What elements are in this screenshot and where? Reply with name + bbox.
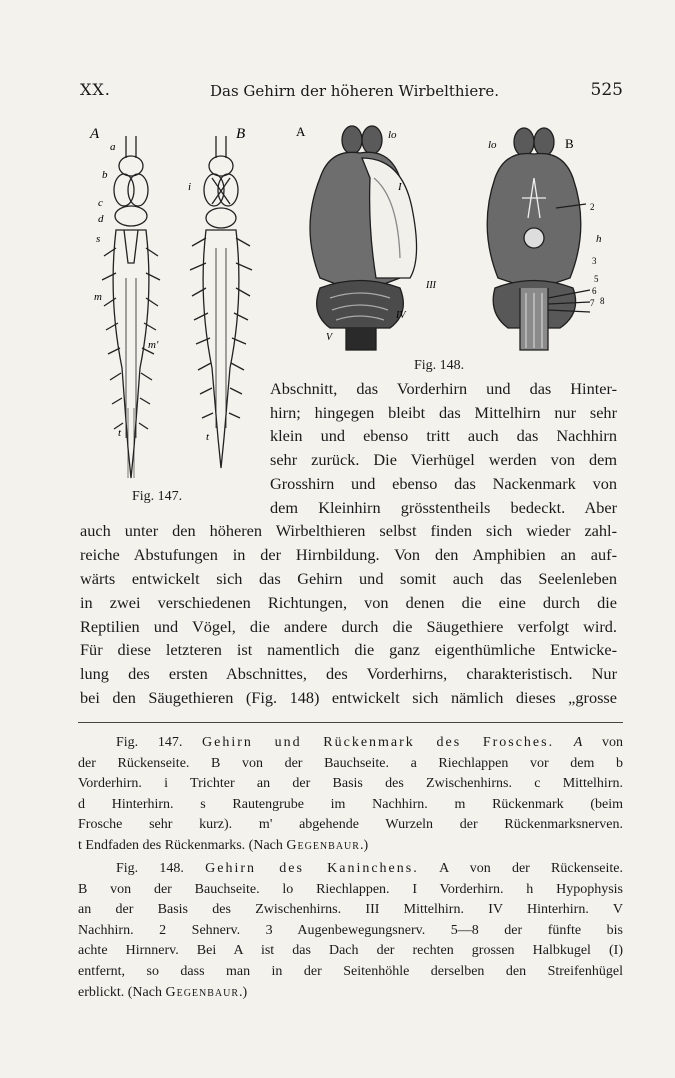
fig148-label-B: B: [565, 136, 574, 151]
caption148-line-1: Fig. 148. Gehirn des Kaninchens. A von der Rückenseite.: [116, 861, 623, 876]
caption147-line-6: t Endfaden des Rückenmarks. (Nach Gegenbaur.): [78, 837, 369, 853]
fig148-label-lo-A: lo: [388, 129, 397, 141]
fig148-label-III: III: [426, 280, 436, 291]
fig147-label-t-right: t: [206, 431, 210, 443]
fig148-label-A: A: [296, 124, 306, 139]
body-line-13: lung des ersten Abschnittes, des Vorderhirns, charakteristisch. Nur: [80, 664, 617, 683]
caption147-line-2: der Rückenseite. B von der Bauchseite. a Riechlappen vor dem b: [78, 755, 623, 771]
caption148-line-2: B von der Bauchseite. lo Riechlappen. I Vorderhirn. h Hypophysis: [78, 881, 623, 897]
body-line-11: Reptilien und Vögel, die andere durch die Säugethiere verfolgt wird.: [80, 617, 617, 636]
caption148-line-7: erblickt. (Nach Gegenbaur.): [78, 984, 248, 1000]
fig148-label-IV: IV: [396, 310, 406, 321]
fig148-label-I: I: [398, 181, 402, 193]
caption148-line-3: an der Basis des Zwischenhirns. III Mittelhirn. IV Hinterhirn. V: [78, 902, 623, 918]
fig147-label-t-left: t: [118, 427, 122, 439]
body-line-2: hirn; hingegen bleibt das Mittelhirn nur sehr: [270, 403, 617, 422]
fig148-label-5: 5: [594, 274, 599, 284]
fig148-label-7: 7: [590, 298, 595, 308]
caption147-line-4: d Hinterhirn. s Rautengrube im Nachhirn. m Rückenmark (beim: [78, 796, 623, 812]
fig148-label-6: 6: [592, 286, 597, 296]
fig148-label-3: 3: [592, 256, 597, 266]
fig147-label-m-prime: m': [148, 339, 159, 351]
caption148-line-5: achte Hirnnerv. Bei A ist das Dach der rechten grossen Halbkugel (I): [78, 943, 623, 959]
fig148-label-V: V: [326, 332, 333, 343]
fig147-label-c: c: [98, 197, 103, 209]
fig147-label-i: i: [188, 181, 192, 193]
page-number: 525: [590, 80, 623, 100]
running-header: [78, 80, 623, 104]
fig148-label-8: 8: [600, 296, 605, 306]
fig147-label-B: B: [236, 126, 246, 142]
fig147-label-a: a: [110, 141, 116, 153]
fig147-label-s: s: [96, 233, 101, 245]
figure-147-frog-brain-illustration: [88, 118, 268, 488]
fig148-label-h: h: [596, 233, 602, 245]
fig148-label-2: 2: [590, 202, 595, 212]
body-line-8: reiche Abstufungen in der Hirnbildung. Von den Amphibien an auf-: [80, 545, 617, 564]
caption148-line-4: Nachhirn. 2 Sehnerv. 3 Augenbewegungsnerv. 5—8 der fünfte bis: [78, 922, 623, 938]
body-line-1: Abschnitt, das Vorderhirn und das Hinter-: [270, 379, 617, 398]
caption-fig-148: [78, 859, 623, 1003]
fig147-label-m: m: [94, 291, 102, 303]
caption147-line-1: Fig. 147. Gehirn und Rückenmark des Frosches. A von: [116, 735, 624, 750]
body-line-7: auch unter den höheren Wirbelthieren selbst finden sich wieder zahl-: [80, 521, 617, 540]
caption147-line-3: Vorderhirn. i Trichter an der Basis des Zwischenhirns. c Mittelhirn.: [78, 776, 623, 792]
body-line-3: klein und ebenso tritt auch das Nachhirn: [270, 426, 617, 445]
fig148-label-lo-B: lo: [488, 139, 497, 151]
body-line-10: in zwei verschiedenen Richtungen, von denen die eine durch die: [80, 593, 617, 612]
caption-fig-147: [78, 733, 623, 857]
figure-148-rabbit-brain-illustration: [290, 118, 630, 358]
fig147-label-d: d: [98, 213, 104, 225]
body-line-6: dem Kleinhirn grösstentheils bedeckt. Aber: [270, 498, 617, 517]
body-line-12: Für diese letzteren ist namentlich die ganz eigenthümliche Entwicke-: [80, 640, 617, 659]
fig147-label-A: A: [90, 126, 100, 142]
body-line-4: sehr zurück. Die Vierhügel werden von dem: [270, 450, 617, 469]
fig147-label: Fig. 147.: [132, 489, 183, 504]
caption147-line-5: Frosche sehr kurz). m' abgehende Wurzeln der Rückenmarksnerven.: [78, 817, 623, 833]
running-title: Das Gehirn der höheren Wirbelthiere.: [210, 82, 500, 100]
fig147-label-b: b: [102, 169, 108, 181]
footnote-rule: [78, 722, 623, 723]
body-line-9: wärts entwickelt sich das Gehirn und somit auch das Seelenleben: [80, 569, 617, 588]
body-line-14: bei den Säugethieren (Fig. 148) entwickelt sich nämlich dieses „grosse: [80, 688, 617, 707]
body-line-5: Grosshirn und ebenso das Nackenmark von: [270, 474, 617, 493]
caption148-line-6: entfernt, so dass man in der Seitenhöhle derselben den Streifenhügel: [78, 963, 623, 979]
chapter-number: XX.: [80, 80, 111, 99]
fig148-label: Fig. 148.: [414, 358, 465, 373]
